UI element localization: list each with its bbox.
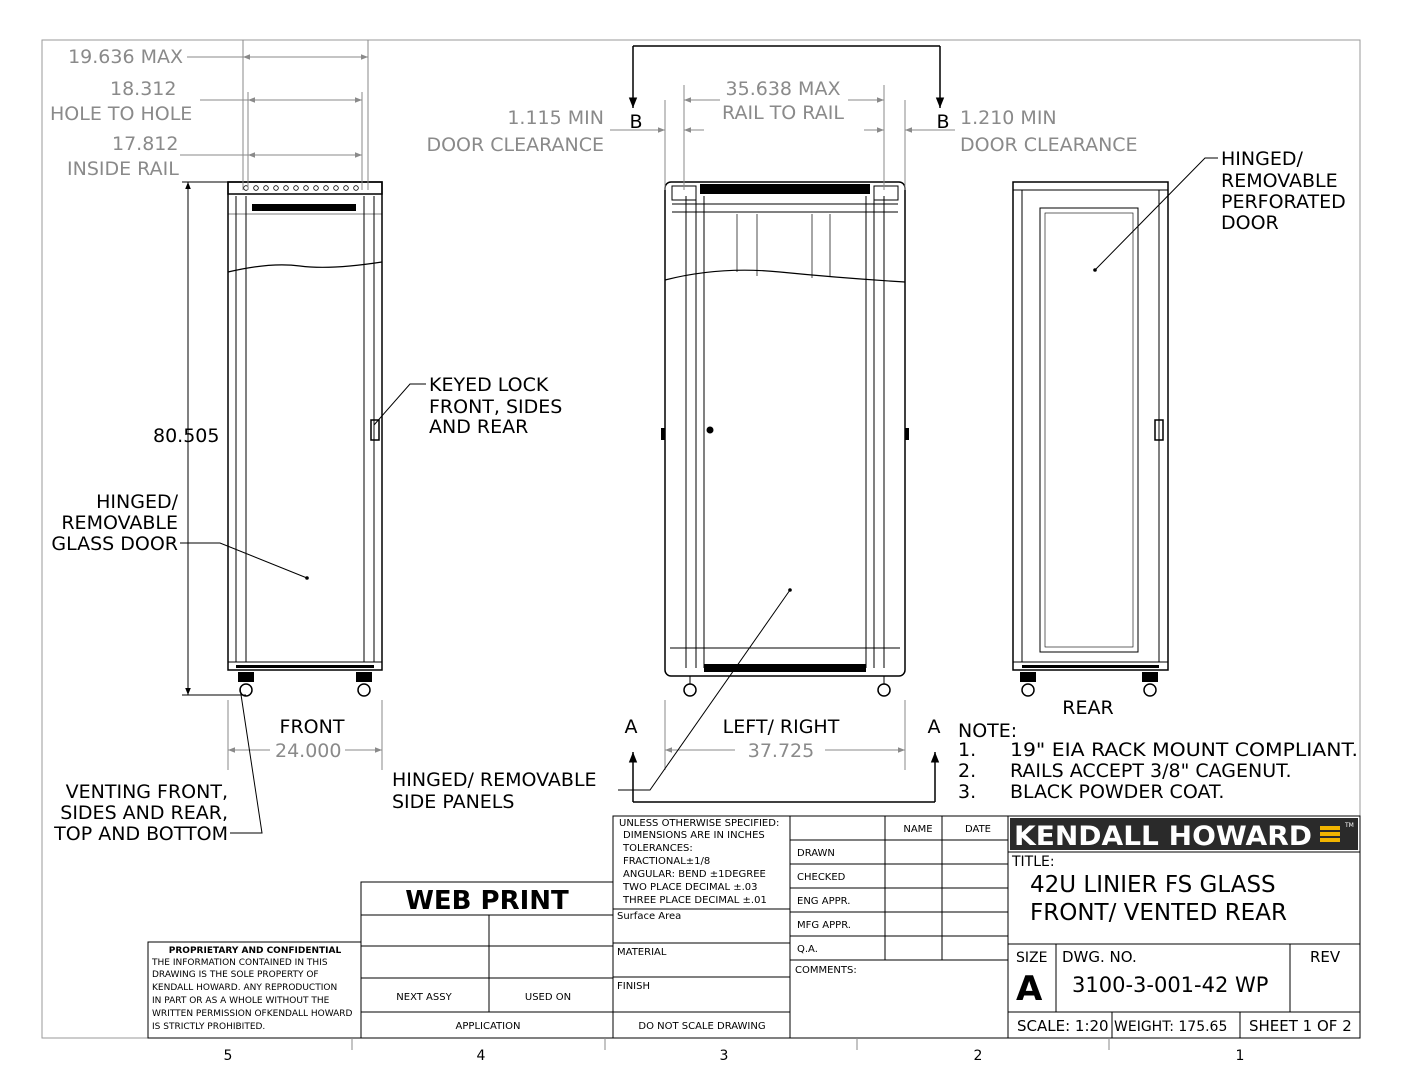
max-width-dim: 19.636 MAX [68,46,183,68]
proprietary-line-6: IS STRICTLY PROHIBITED. [152,1022,266,1032]
weight-value: WEIGHT: 175.65 [1114,1019,1228,1035]
section-b-left: B [629,111,643,133]
note-2-num: 2. [958,760,977,782]
spec-line-6: TWO PLACE DECIMAL ±.03 [623,882,758,893]
eng-appr-label: ENG APPR. [797,896,851,907]
next-assy-label: NEXT ASSY [396,992,452,1003]
note-1-text: 19" EIA RACK MOUNT COMPLIANT. [1010,739,1358,761]
proprietary-line-1: THE INFORMATION CONTAINED IN THIS [152,958,328,968]
inside-rail-label: INSIDE RAIL [67,158,179,180]
notes-header: NOTE: [958,720,1018,742]
side-dimensions [610,46,955,802]
perf-door-callout-4: DOOR [1221,212,1279,234]
inside-rail-value: 17.812 [112,133,179,155]
sheet-value: SHEET 1 OF 2 [1249,1017,1352,1035]
application-label: APPLICATION [455,1021,521,1032]
front-view-label: FRONT [279,716,345,738]
side-view-label: LEFT/ RIGHT [722,716,840,738]
front-dimensions [180,40,382,770]
note-1-num: 1. [958,739,977,761]
surface-area-label: Surface Area [617,911,682,922]
side-panels-callout-2: SIDE PANELS [392,791,515,813]
zone-ticks [352,1038,1109,1050]
lock-callout-2: FRONT, SIDES [429,396,563,418]
spec-line-5: ANGULAR: BEND ±1DEGREE [623,869,766,880]
dwg-no-value: 3100-3-001-42 WP [1072,973,1269,997]
proprietary-line-4: IN PART OR AS A WHOLE WITHOUT THE [152,996,330,1006]
spec-line-2: DIMENSIONS ARE IN INCHES [623,830,765,841]
rear-view [1013,182,1168,696]
front-width-dim: 24.000 [275,740,342,762]
front-clearance-label: DOOR CLEARANCE [426,134,604,156]
vent-callout-3: TOP AND BOTTOM [54,823,228,845]
zone-1: 1 [1235,1048,1245,1064]
side-depth-dim: 37.725 [747,740,815,762]
rail-to-rail-label: RAIL TO RAIL [722,102,844,124]
mfg-appr-label: MFG APPR. [797,920,851,931]
date-column-header: DATE [964,824,992,835]
rear-clearance-value: 1.210 MIN [960,107,1057,129]
spec-line-3: TOLERANCES: [623,843,693,854]
front-clearance-value: 1.115 MIN [507,107,604,129]
vent-callout-1: VENTING FRONT, [65,781,228,803]
zone-2: 2 [973,1048,983,1064]
drawing-title-line-1: 42U LINIER FS GLASS [1030,872,1276,898]
hole-to-hole-value: 18.312 [110,78,177,100]
side-panels-callout-1: HINGED/ REMOVABLE [392,769,597,791]
proprietary-line-3: KENDALL HOWARD. ANY REPRODUCTION [152,983,338,993]
size-label: SIZE [1016,950,1048,966]
vent-callout-2: SIDES AND REAR, [60,802,228,824]
glass-door-callout-2: REMOVABLE [61,512,178,534]
spec-line-7: THREE PLACE DECIMAL ±.01 [623,895,767,906]
comments-label: COMMENTS: [795,965,857,976]
perf-door-callout-1: HINGED/ [1221,148,1303,170]
glass-door-callout-1: HINGED/ [96,491,178,513]
size-value: A [1016,969,1043,1009]
hole-to-hole-label: HOLE TO HOLE [50,103,193,125]
material-label: MATERIAL [617,947,667,958]
lock-callout-1: KEYED LOCK [429,374,549,396]
qa-label: Q.A. [797,944,818,955]
section-a-right: A [927,716,941,738]
checked-label: CHECKED [797,872,846,883]
finish-label: FINISH [617,981,650,992]
rail-to-rail-value: 35.638 MAX [725,78,841,100]
rear-clearance-label: DOOR CLEARANCE [960,134,1138,156]
web-print-label: WEB PRINT [405,886,569,916]
proprietary-line-5: WRITTEN PERMISSION OFKENDALL HOWARD [152,1009,353,1019]
note-3-num: 3. [958,781,977,803]
front-view [228,182,382,696]
used-on-label: USED ON [524,992,572,1003]
brand-name: KENDALL HOWARD [1014,821,1312,852]
note-3-text: BLACK POWDER COAT. [1010,781,1225,803]
rear-view-label: REAR [1062,697,1114,719]
brand-tm: TM [1345,822,1354,829]
glass-door-callout-3: GLASS DOOR [51,533,178,555]
brand-logo-icon [1320,826,1340,842]
spec-line-4: FRACTIONAL±1/8 [623,856,711,867]
spec-line-1: UNLESS OTHERWISE SPECIFIED: [619,818,780,829]
do-not-scale-label: DO NOT SCALE DRAWING [638,1021,766,1032]
section-a-left: A [624,716,638,738]
rev-label: REV [1310,948,1341,966]
drawing-title-line-2: FRONT/ VENTED REAR [1030,900,1287,926]
zone-3: 3 [719,1048,729,1064]
drawn-label: DRAWN [797,848,835,859]
perf-door-callout-3: PERFORATED [1221,191,1346,213]
side-view [661,182,909,696]
section-b-right: B [936,111,950,133]
name-column-header: NAME [903,824,933,835]
dwg-no-label: DWG. NO. [1062,948,1137,966]
proprietary-line-2: DRAWING IS THE SOLE PROPERTY OF [152,970,319,980]
zone-5: 5 [223,1048,233,1064]
zone-4: 4 [476,1048,486,1064]
scale-value: SCALE: 1:20 [1017,1017,1109,1035]
title-label: TITLE: [1012,854,1055,870]
lock-callout-3: AND REAR [429,416,529,438]
perf-door-callout-2: REMOVABLE [1221,170,1338,192]
note-2-text: RAILS ACCEPT 3/8" CAGENUT. [1010,760,1292,782]
height-dim: 80.505 [153,425,220,447]
proprietary-title: PROPRIETARY AND CONFIDENTIAL [168,946,342,956]
